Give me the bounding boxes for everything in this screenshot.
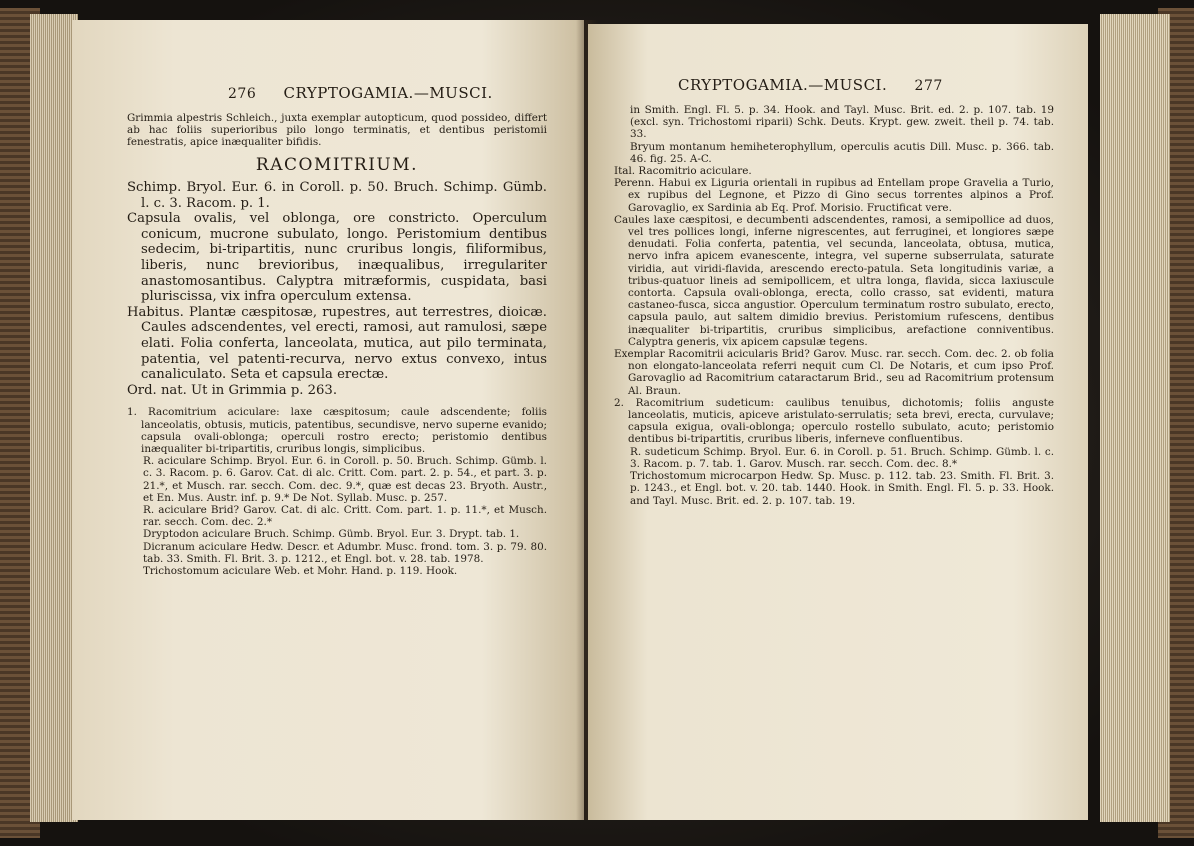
- left-title: CRYPTOGAMIA.—MUSCI.: [283, 84, 493, 102]
- right-page: [588, 24, 1088, 820]
- right-page-number: 277: [914, 78, 943, 94]
- right-running-head: [678, 76, 943, 94]
- italian-name: Ital. Racomitrio aciculare.: [614, 165, 752, 178]
- intro-paragraph: Grimmia alpestris Schleich., juxta exemplar autopticum, quod possideo, differt ab hac foliis superioribus pilo longo terminatis, et dentibus peristomii fenestratis, apice inæqualiter bifidis.: [127, 112, 547, 149]
- page-edges-left: [30, 14, 78, 822]
- species-2-diagnosis: 2. Racomitrium sudeticum: caulibus tenuibus, dichotomis; foliis anguste lanceolatis, muticis, apiceve aristulato-serrulatis; seta brevi, erecta, curvulave; capsula exigua, ovali-oblonga; operculo rostello subulato, acuto; peristomio dentibus bi-tripartitis, cruribus liberis, inferneve confluentibus.: [614, 396, 1054, 446]
- synonym: Dryptodon aciculare Bruch. Schimp. Gümb. Bryol. Eur. 3. Drypt. tab. 1.: [143, 528, 520, 541]
- description-paragraph: Caules laxe cæspitosi, e decumbenti adscendentes, ramosi, a semipollice ad duos, vel tres pollices longi, inferne nigrescentes, aut ferruginei, et longiores sæpe denudati. Folia conferta, patentia, vel secunda, lanceolata, obtusa, mutica, nervo infra apicem evanescente, integra, vel superne subserrulata, saturate viridia, aut viridi-flavida, arescendo erecto-patula. Seta longitudinis variæ, a tribus-quatuor lineis ad semipollicem, et ultra longa, flavida, sicca laxiuscule contorta. Capsula ovali-oblonga, erecta, collo crasso, sat evidenti, matura castaneo-fusca, sicca angustior. Operculum terminatum rostro subulato, erecto, capsula paulo, aut saltem dimidio brevius. Peristomium rufescens, dentibus inæqualiter bi-tripartitis, cruribus simplicibus, arefactione conniventibus. Calyptra generis, vix apicem capsulæ tegens.: [614, 213, 1054, 348]
- synonym: R. aciculare Brid? Garov. Cat. di alc. Critt. Com. part. 1. p. 11.*, et Musch. rar. secch. Com. dec. 2.*: [143, 504, 547, 529]
- synonym: R. aciculare Schimp. Bryol. Eur. 6. in Coroll. p. 50. Bruch. Schimp. Gümb. l. c. 3. Racom. p. 6. Garov. Cat. di alc. Critt. Com. part. 2. p. 54., et part. 3. p. 21.*, et Musch. rar. secch. Com. dec. 9.*, quæ est decas 23. Bryoth. Austr., et En. Mus. Austr. inf. p. 9.* De Not. Syllab. Musc. p. 257.: [143, 455, 547, 504]
- genus-heading: RACOMITRIUM.: [255, 154, 419, 175]
- page-edges-right: [1100, 14, 1170, 822]
- ord-nat: Ord. nat. Ut in Grimmia p. 263.: [127, 382, 338, 398]
- synonym: R. sudeticum Schimp. Bryol. Eur. 6. in Coroll. p. 51. Bruch. Schimp. Gümb. l. c. 3. Racom. p. 7. tab. 1. Garov. Musch. rar. secch. Com. dec. 8.*: [630, 445, 1054, 470]
- capsula-paragraph: Capsula ovalis, vel oblonga, ore constricto. Operculum conicum, mucrone subulato, longo. Peristomium dentibus sedecim, bi-tripartitis, nunc cruribus longis, filiformibus, liberis, nunc brevioribus, inæqualibus, irregulariter anastomosantibus. Calyptra mitræformis, cuspidata, basi pluriscissa, vix infra operculum extensa.: [127, 211, 547, 305]
- exemplar-note: Exemplar Racomitrii acicularis Brid? Garov. Musc. rar. secch. Com. dec. 2. ob folia non elongato-lanceolata referri nequit cum Cl. De Notaris, et cum ipso Prof. Garovaglio ad Racomitrium cataractarum Brid., seu ad Racomitrium protensum Al. Braun.: [614, 348, 1054, 397]
- continued-synonym: in Smith. Engl. Fl. 5. p. 34. Hook. and Tayl. Musc. Brit. ed. 2. p. 107. tab. 19 (excl. syn. Trichostomi riparii) Schk. Deuts. Krypt. gew. zweit. theil p. 74. tab. 33.: [630, 104, 1054, 141]
- habitat-paragraph: Perenn. Habui ex Liguria orientali in rupibus ad Entellam prope Gravelia a Turio, ex rupibus del Legnone, et Pizzo di Gino secus torrentes alpinos a Prof. Garovaglio, ex Sardinia ab Eq. Prof. Morisio. Fructificat vere.: [614, 177, 1054, 214]
- left-running-head: [228, 84, 493, 102]
- left-page: [72, 20, 584, 820]
- right-text-block: [614, 104, 1054, 507]
- genus-citation: Schimp. Bryol. Eur. 6. in Coroll. p. 50. Bruch. Schimp. Gümb. l. c. 3. Racom. p. 1.: [127, 180, 547, 211]
- synonym: Trichostomum aciculare Web. et Mohr. Hand. p. 119. Hook.: [143, 565, 458, 578]
- species-1-diagnosis: 1. Racomitrium aciculare: laxe cæspitosum; caule adscendente; foliis lanceolatis, obtusis, muticis, patentibus, secundisve, nervo superne evanido; capsula ovali-oblonga; operculi rostro erecto; peristomio dentibus inæqualiter bi-tripartitis, cruribus longis, simplicibus.: [127, 406, 547, 456]
- left-page-number: 276: [228, 86, 257, 102]
- synonym: Trichostomum microcarpon Hedw. Sp. Musc. p. 112. tab. 23. Smith. Fl. Brit. 3. p. 1243., et Engl. bot. v. 20. tab. 1440. Hook. in Smith. Engl. Fl. 5. p. 33. Hook. and Tayl. Musc. Brit. ed. 2. p. 107. tab. 19.: [630, 470, 1054, 507]
- habitus-paragraph: Habitus. Plantæ cæspitosæ, rupestres, aut terrestres, dioicæ. Caules adscendentes, vel erecti, ramosi, aut ramulosi, sæpe elati. Folia conferta, lanceolata, mutica, aut pilo terminata, patentia, vel patenti-recurva, nervo extus convexo, intus canaliculato. Seta et capsula erectæ.: [127, 304, 547, 383]
- continued-synonym: Bryum montanum hemiheterophyllum, operculis acutis Dill. Musc. p. 366. tab. 46. fig. 25. A-C.: [630, 140, 1054, 165]
- left-text-block: [127, 112, 547, 577]
- right-title: CRYPTOGAMIA.—MUSCI.: [678, 76, 888, 94]
- synonym: Dicranum aciculare Hedw. Descr. et Adumbr. Musc. frond. tom. 3. p. 79. 80. tab. 33. Smith. Fl. Brit. 3. p. 1212., et Engl. bot. v. 28. tab. 1978.: [143, 540, 547, 565]
